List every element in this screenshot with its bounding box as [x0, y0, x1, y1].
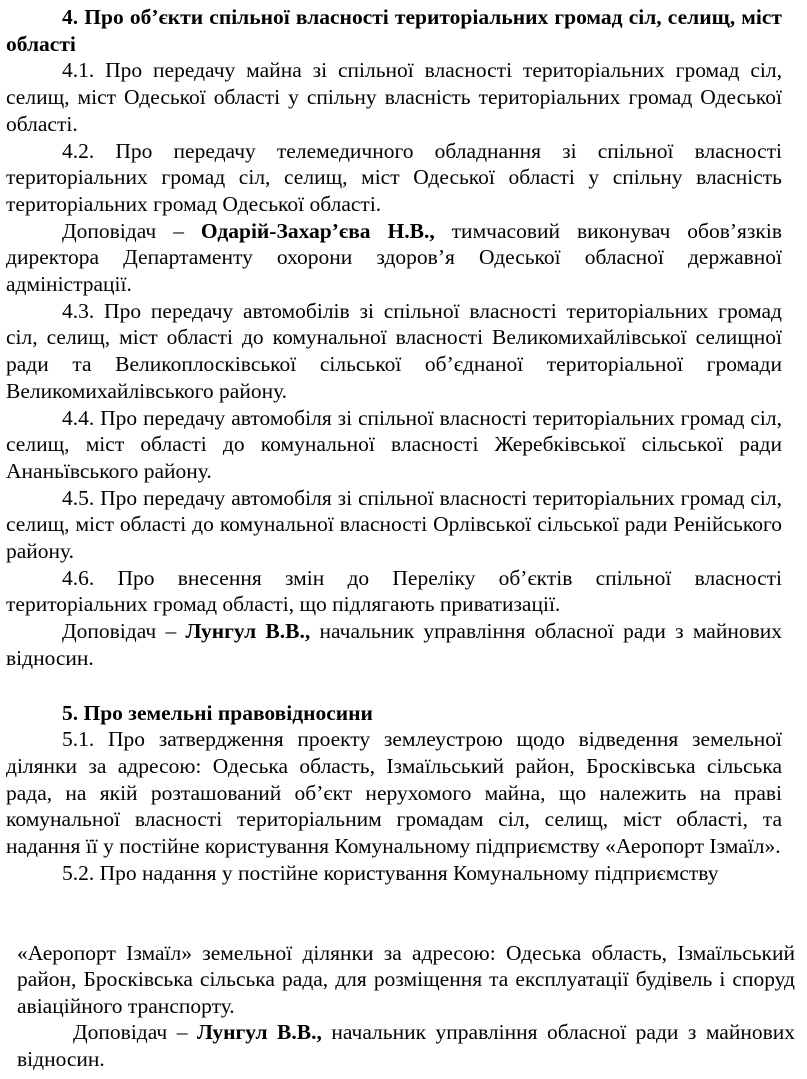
- item-5-2-continuation: «Аеропорт Ізмаїл» земельної ділянки за адресою: Одеська область, Ізмаїльський район, Бросківська сільська рада, для розміщення та експлуатації будівель і споруд авіаційного транспорту.: [17, 941, 795, 1018]
- speaker-5: [17, 1019, 795, 1072]
- speaker-4-1: [6, 218, 782, 298]
- document-page-continuation: [17, 940, 795, 1072]
- item-4-1: 4.1. Про передачу майна зі спільної власності територіальних громад сіл, селищ, міст Одеської області у спільну власність територіальних громад Одеської області.: [6, 58, 782, 136]
- speaker-4-2: [6, 618, 782, 671]
- item-4-5: 4.5. Про передачу автомобіля зі спільної власності територіальних громад сіл, селищ, міст області до комунальної власності Орлівської сільської ради Ренійського району.: [6, 485, 782, 564]
- speaker-name: Лунгул В.В.,: [196, 1020, 322, 1045]
- item-4-2: 4.2. Про передачу телемедичного обладнання зі спільної власності територіальних громад сіл, селищ, міст Одеської області у спільну власність територіальних громад Одеської області.: [6, 138, 782, 216]
- section-gap: [6, 672, 782, 700]
- speaker-prefix: Доповідач –: [62, 218, 201, 243]
- speaker-name: Одарій-Захар’єва Н.В.,: [200, 218, 435, 243]
- speaker-prefix: Доповідач –: [73, 1020, 197, 1045]
- speaker-prefix: Доповідач –: [62, 619, 186, 644]
- section-5-heading: 5. Про земельні правовідносини: [62, 700, 373, 725]
- document-page: [6, 4, 782, 887]
- speaker-role: тимчасовий виконувач обов’язків директора Департаменту охорони здоров’я Одеської обласної державної адміністрації.: [6, 218, 782, 297]
- item-5-1: 5.1. Про затвердження проекту землеустрою щодо відведення земельної ділянки за адресою: Одеська область, Ізмаїльський район, Бросківська сільська рада, на якій розташований об’єкт нерухомого майна, що належить на праві комунальної власності територіальним громадам сіл, селищ, міст області, та надання її у постійне користування Комунальному підприємству «Аеропорт Ізмаїл».: [6, 727, 782, 859]
- item-4-4: 4.4. Про передачу автомобіля зі спільної власності територіальних громад сіл, селищ, міст області до комунальної власності Жеребківської сільської ради Ананьївського району.: [6, 405, 782, 483]
- item-5-2-start: 5.2. Про надання у постійне користування Комунальному підприємству: [62, 860, 719, 885]
- speaker-role: начальник управління обласної ради з майнових відносин.: [17, 1020, 796, 1071]
- speaker-name: Лунгул В.В.,: [185, 619, 311, 644]
- item-4-3: 4.3. Про передачу автомобілів зі спільної власності територіальних громад сіл, селищ, міст області до комунальної власності Великомихайлівської селищної ради та Великоплосківської сільської об’єднаної територіальної громади Великомихайлівського району.: [6, 298, 782, 403]
- section-4-heading: 4. Про об’єкти спільної власності територіальних громад сіл, селищ, міст області: [6, 5, 782, 56]
- item-4-6: 4.6. Про внесення змін до Переліку об’єктів спільної власності територіальних громад області, що підлягають приватизації.: [6, 565, 782, 617]
- speaker-role: начальник управління обласної ради з майнових відносин.: [6, 619, 783, 670]
